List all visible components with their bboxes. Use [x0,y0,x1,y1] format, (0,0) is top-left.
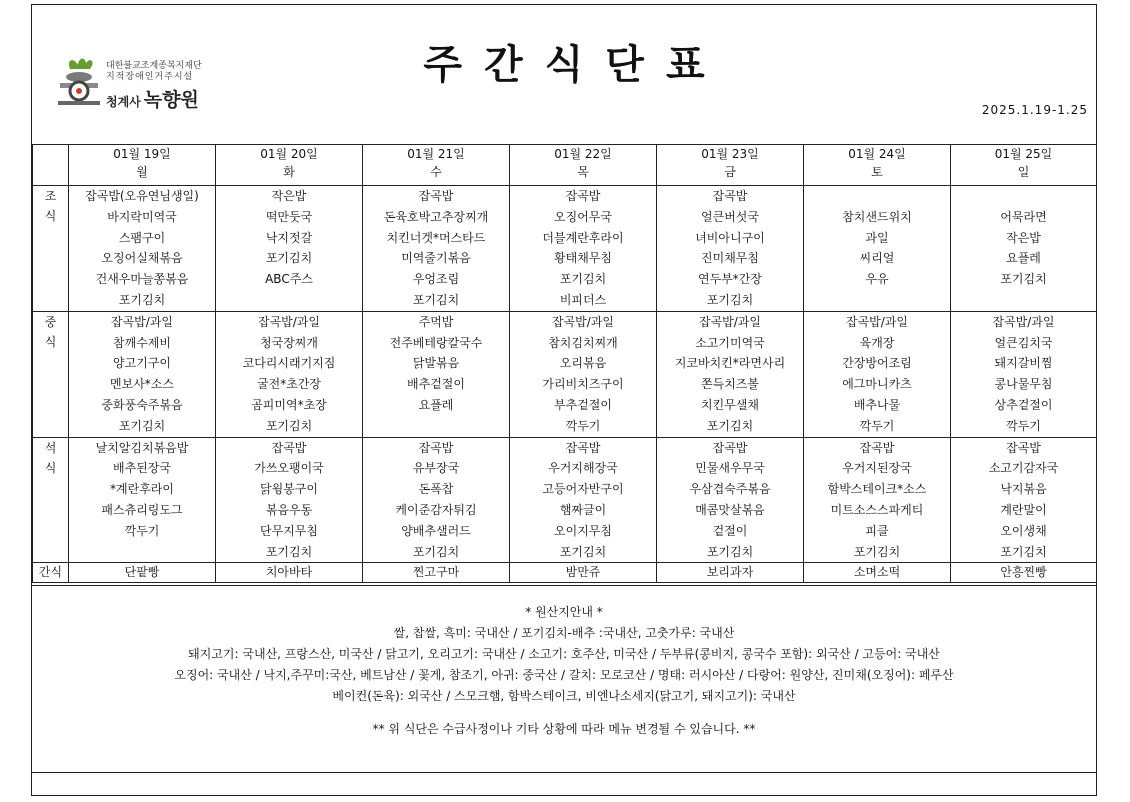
day-date: 01월 19일 [113,147,171,161]
day-of-week: 금 [724,165,736,179]
menu-item [363,416,509,437]
meal-label-char: 중 [44,314,57,329]
brand-small: 청계사 [106,95,141,109]
menu-item: 깍두기 [859,418,895,433]
meal-row-breakfast [33,186,1097,312]
menu-item: 우엉조림 [412,272,460,287]
meal-label-char: 식 [44,460,57,475]
meal-label-char: 식 [44,209,57,223]
day-header [657,145,804,186]
menu-item: 콩나물무침 [994,377,1053,392]
menu-item: 매콤맛살볶음 [695,502,765,517]
origin-line: 돼지고기: 국내산, 프랑스산, 미국산 / 닭고기, 오리고기: 국내산 / 소고기: 호주산, 미국산 / 두부류(콩비지, 콩국수 포함): 외국산 / 고등어: 국내산 [188,647,940,661]
menu-item [951,186,1096,207]
menu-item: 잡곡밥 [859,440,895,455]
menu-page [31,4,1097,796]
menu-item: 배추나물 [853,397,901,412]
day-header [69,145,216,186]
facility-type: 지적장애인거주시설 [106,72,194,82]
bottom-divider [32,772,1096,773]
menu-item: 돈폭찹 [418,482,454,497]
meal-label-char: 식 [44,334,57,349]
menu-item: 참치샌드위치 [842,209,912,224]
menu-item: 참치김치찌개 [548,335,618,350]
menu-item: 녀비아니구이 [695,230,765,245]
menu-cell [363,186,510,312]
day-of-week: 일 [1017,165,1030,179]
menu-item: 전주베테랑칼국수 [389,335,483,350]
menu-item: 잡곡밥/과일 [992,314,1055,329]
origin-line: 쌀, 찹쌀, 흑미: 국내산 / 포기김치-배추 :국내산, 고춧가루: 국내산 [393,626,735,640]
menu-item: 바지락미역국 [107,209,177,224]
menu-item: 오리볶음 [559,356,607,371]
menu-item: 미트소스스파게티 [830,502,924,517]
day-of-week: 수 [430,165,442,179]
menu-cell [69,437,216,563]
menu-item: 건새우마늘쫑볶음 [95,272,189,287]
menu-item: 요플레 [1006,251,1041,266]
menu-item: 포기김치 [1000,272,1047,287]
menu-item: 배추겉절이 [407,377,465,392]
menu-cell [69,186,216,312]
menu-item: 양배추샐러드 [401,523,471,538]
menu-item: 피클 [865,523,889,538]
snack-cell: 찐고구마 [363,563,510,583]
day-of-week: 월 [136,165,148,179]
menu-item: 소고기감자국 [988,461,1059,476]
menu-item: 포기김치 [853,544,901,559]
menu-item: 포기김치 [265,544,313,559]
snack-cell: 단팥빵 [69,563,216,583]
brand-name [106,85,199,112]
meal-label [33,311,69,437]
menu-item: 돼지갈비찜 [994,356,1053,371]
menu-item: 깍두기 [124,523,160,538]
menu-item: 패스츄리링도그 [101,502,183,517]
organization-logo [56,55,276,115]
menu-item: 포기김치 [118,418,166,433]
origin-notice [32,585,1096,776]
lotus-logo-icon [56,55,102,107]
menu-cell [363,311,510,437]
day-header [804,145,951,186]
corner-cell [33,145,69,186]
menu-item: 낙지볶음 [1000,482,1047,497]
menu-item: 미역줄기볶음 [401,251,471,266]
menu-item: 포기김치 [265,251,313,266]
day-date: 01월 25일 [994,147,1053,161]
menu-item: 황태채무침 [554,251,612,266]
origin-line: 베이컨(돈육): 외국산 / 스모크햄, 함박스테이크, 비엔나소세지(닭고기, 돼지고기): 국내산 [332,689,796,703]
header-row [33,145,1097,186]
menu-item: 포기김치 [118,292,166,307]
day-of-week: 목 [577,165,589,179]
menu-item: 잡곡밥(오유연님생일) [85,189,199,203]
menu-item: 우삼겹숙주볶음 [689,482,771,497]
day-header [951,145,1097,186]
meal-label-char: 조 [44,189,57,203]
day-date: 01월 24일 [848,147,906,161]
menu-item: 볶음우동 [265,502,313,517]
menu-item: 포기김치 [1000,544,1047,559]
menu-item: 우유 [865,272,889,287]
menu-item: 부추겉절이 [554,397,612,412]
menu-item: 잡곡밥/과일 [257,314,320,329]
menu-item: 잡곡밥 [418,189,454,203]
menu-item: 작은밥 [271,189,307,203]
menu-item: 씨리얼 [859,251,895,266]
menu-item: 돈육호박고추장찌개 [383,209,489,224]
menu-item: 포기김치 [706,292,754,307]
menu-item: 오이지무침 [554,523,612,538]
menu-item: 지코바치킨*라면사리 [674,356,786,371]
menu-item: 깍두기 [1006,418,1041,433]
menu-item: 배추된장국 [113,461,171,476]
menu-cell [216,186,363,312]
brand-big: 녹향원 [143,89,199,111]
menu-item: 곰피미역*초장 [251,397,327,412]
snack-cell: 소며소떡 [804,563,951,583]
menu-item: 포기김치 [412,544,460,559]
menu-item: 떡만둣국 [265,209,313,224]
foundation-name: 대한불교조계종복지재단 [106,61,202,71]
meal-label [33,437,69,563]
day-date: 01월 23일 [701,147,759,161]
menu-item: 잡곡밥 [565,189,601,203]
menu-item: 작은밥 [1006,230,1041,245]
menu-item: *계란후라이 [110,482,174,497]
menu-item: 우거지된장국 [842,461,912,476]
menu-item [216,290,362,311]
menu-item: 상추겉절이 [994,397,1053,412]
menu-item: 치킨너겟*머스타드 [386,230,486,245]
menu-item: 잡곡밥 [712,189,748,203]
menu-item: 얼큰버섯국 [701,209,759,224]
menu-item: 햄짜글이 [559,502,607,517]
menu-item: 잡곡밥/과일 [698,314,761,329]
snack-cell: 안흥찐빵 [951,563,1097,583]
menu-item: 잡곡밥 [1006,440,1041,455]
menu-cell [804,437,951,563]
menu-item: 우거지해장국 [548,461,618,476]
menu-item: 더블계란후라이 [542,230,624,245]
menu-item: 중화풍숙주볶음 [101,397,183,412]
day-date: 01월 21일 [407,147,465,161]
menu-item: 포기김치 [706,544,754,559]
menu-item: 멘보사*소스 [110,377,174,392]
menu-item: 치킨무샐채 [701,397,759,412]
menu-item: 오이생채 [1000,523,1047,538]
menu-cell [510,186,657,312]
day-of-week: 토 [871,165,883,179]
snack-cell: 보리과자 [657,563,804,583]
menu-cell [216,437,363,563]
menu-item: 에그마니카츠 [842,377,912,392]
menu-item: 얼큰김치국 [994,335,1053,350]
menu-cell [804,186,951,312]
menu-item: 오징어실채볶음 [101,251,183,266]
menu-item: 케이준감자튀김 [395,502,477,517]
menu-item: 잡곡밥/과일 [110,314,173,329]
menu-item: 가쓰오팽이국 [254,461,324,476]
meal-row-dinner [33,437,1097,563]
menu-item: 잡곡밥/과일 [845,314,908,329]
meal-row-lunch [33,311,1097,437]
menu-cell [510,311,657,437]
menu-change-notice: ** 위 식단은 수급사정이나 기타 상황에 따라 메뉴 변경될 수 있습니다. ** [372,722,756,736]
menu-cell [216,311,363,437]
menu-item: 과일 [865,230,889,245]
menu-item: 잡곡밥 [565,440,601,455]
menu-item: 깍두기 [565,418,601,433]
menu-item: 포기김치 [265,418,313,433]
menu-item: 쫀득치즈볼 [701,377,759,392]
weekly-menu-table [32,144,1097,583]
menu-cell [804,311,951,437]
menu-cell [657,186,804,312]
menu-item: 포기김치 [559,544,607,559]
meal-label-char: 석 [44,440,57,455]
menu-item [69,542,215,563]
menu-item: 양고기구이 [113,356,171,371]
menu-item: 오징어무국 [554,209,612,224]
menu-item: 간장방어조림 [842,356,912,371]
menu-item: 고등어자반구이 [542,482,624,497]
day-header [510,145,657,186]
menu-cell [951,437,1097,563]
menu-item: 연두부*간장 [698,272,762,287]
menu-item [804,290,950,311]
menu-item: 소고기미역국 [695,335,765,350]
menu-cell [363,437,510,563]
menu-item: 가리비치즈구이 [542,377,624,392]
snack-cell: 밤만쥬 [510,563,657,583]
menu-item: 비피더스 [559,292,607,307]
menu-item: 닭발볶음 [412,356,460,371]
day-date: 01월 22일 [554,147,612,161]
menu-item: 포기김치 [412,292,460,307]
menu-item: 굴전*초간장 [257,377,321,392]
day-of-week: 화 [283,165,295,179]
origin-line: 오징어: 국내산 / 낙지,주꾸미:국산, 베트남산 / 꽃게, 참조기, 아귀: 중국산 / 갈치: 모로코산 / 명태: 러시아산 / 다랑어: 원양산, 진미채(오징어): 페루산 [174,668,954,682]
menu-item: 잡곡밥 [712,440,748,455]
menu-item: 진미채무침 [701,251,759,266]
menu-item: 주먹밥 [418,314,454,329]
menu-cell [951,186,1097,312]
menu-item: 포기김치 [559,272,607,287]
menu-item: 포기김치 [706,418,754,433]
snack-cell: 치아바타 [216,563,363,583]
snack-row [33,563,1097,583]
menu-cell [69,311,216,437]
menu-period: 2025.1.19-1.25 [981,103,1088,117]
menu-item: 청국장찌개 [260,335,318,350]
menu-item: 단무지무침 [260,523,318,538]
day-header [216,145,363,186]
menu-item: 요플레 [418,397,454,412]
menu-item: 참깨수제비 [113,335,171,350]
menu-item: 잡곡밥 [271,440,307,455]
menu-item: 육개장 [859,335,895,350]
menu-item: 잡곡밥 [418,440,454,455]
menu-item [951,290,1096,311]
menu-item: 닭윙봉구이 [260,482,318,497]
menu-item: 함박스테이크*소스 [827,482,927,497]
menu-item: 어묵라면 [1000,209,1047,224]
origin-heading: * 원산지안내 * [525,605,603,619]
menu-item: 날치알김치볶음밥 [95,440,189,455]
menu-item: 낙지젓갈 [265,230,313,245]
menu-item: 계란말이 [1000,502,1047,517]
menu-item [804,186,950,207]
menu-item: 겉절이 [712,523,748,538]
menu-cell [657,437,804,563]
menu-item: 민물새우무국 [695,461,765,476]
menu-item: 잡곡밥/과일 [551,314,614,329]
meal-label [33,186,69,312]
menu-cell [657,311,804,437]
menu-item: 코다리시래기지짐 [242,356,336,371]
menu-item: ABC주스 [265,272,313,287]
menu-cell [951,311,1097,437]
menu-item: 스팸구이 [118,230,166,245]
menu-item: 유부장국 [412,461,460,476]
day-header [363,145,510,186]
snack-label: 간식 [33,563,69,583]
page-title: 주간식단표 [423,42,727,88]
menu-cell [510,437,657,563]
day-date: 01월 20일 [260,147,318,161]
